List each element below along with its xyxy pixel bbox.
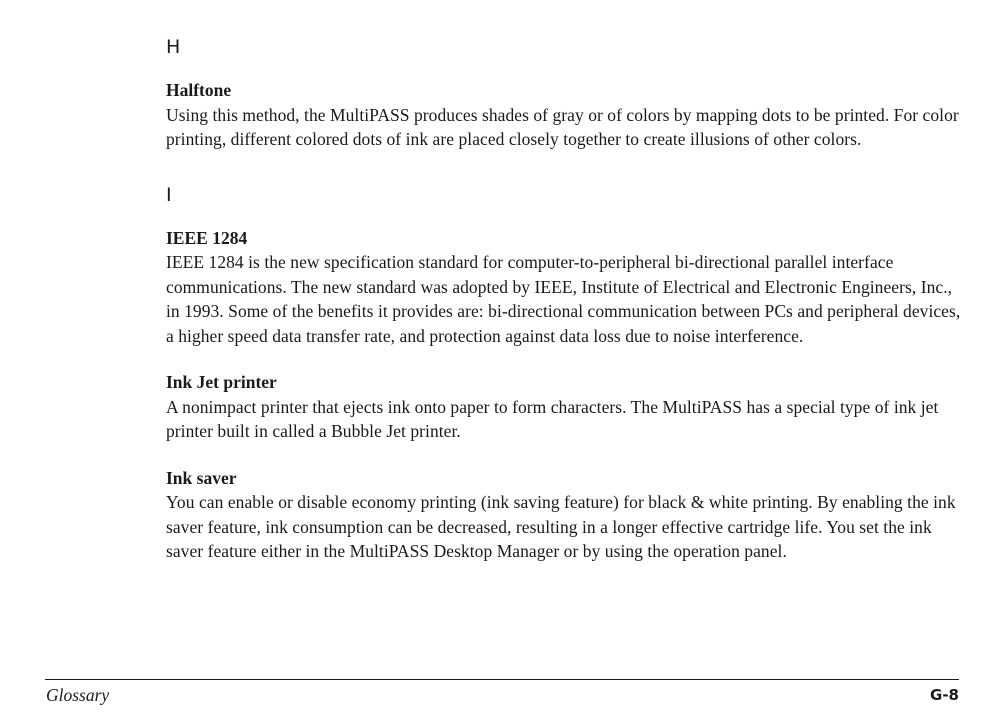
entry-definition: Using this method, the MultiPASS produces shades of gray or of colors by mapping dots to be printed. For color printing, different colored dots of ink are placed closely together to create illusions of other colors. <box>166 104 959 149</box>
entry-term: IEEE 1284 <box>166 227 248 248</box>
entry-term: Halftone <box>166 80 232 100</box>
glossary-content <box>166 34 966 586</box>
section-letter: I <box>166 183 172 206</box>
entry-definition: A nonimpact printer that ejects ink onto paper to form characters. The MultiPASS has a special type of ink jet printer built in called a Bubble Jet printer. <box>166 396 939 441</box>
glossary-section-h <box>166 34 966 152</box>
footer-divider <box>45 679 959 680</box>
glossary-entry-ink-jet-printer <box>166 370 966 444</box>
section-gap <box>166 174 966 182</box>
entry-term: Ink Jet printer <box>166 372 277 392</box>
entry-definition: IEEE 1284 is the new specification standard for computer-to-peripheral bi-directional parallel interface communications. The new standard was adopted by IEEE, Institute of Electrical and Electronic Engineers, Inc., in 1993. Some of the benefits it provides are: bi-directional communication between PCs and peripheral devices, a higher speed data transfer rate, and protection against data loss due to noise interference. <box>166 252 961 346</box>
entry-definition: You can enable or disable economy printing (ink saving feature) for black & white printing. By enabling the ink saver feature, ink consumption can be decreased, resulting in a longer effective cartridge life. You set the ink saver feature either in the MultiPASS Desktop Manager or by using the operation panel. <box>166 492 956 561</box>
glossary-entry-ieee-1284 <box>166 226 966 349</box>
glossary-entry-ink-saver <box>166 466 966 564</box>
footer-chapter-title: Glossary <box>46 685 110 705</box>
glossary-section-i <box>166 182 966 564</box>
section-letter: H <box>166 36 181 58</box>
glossary-entry-halftone <box>166 78 966 152</box>
footer-page-number: G-8 <box>930 686 959 704</box>
entry-term: Ink saver <box>166 467 237 488</box>
